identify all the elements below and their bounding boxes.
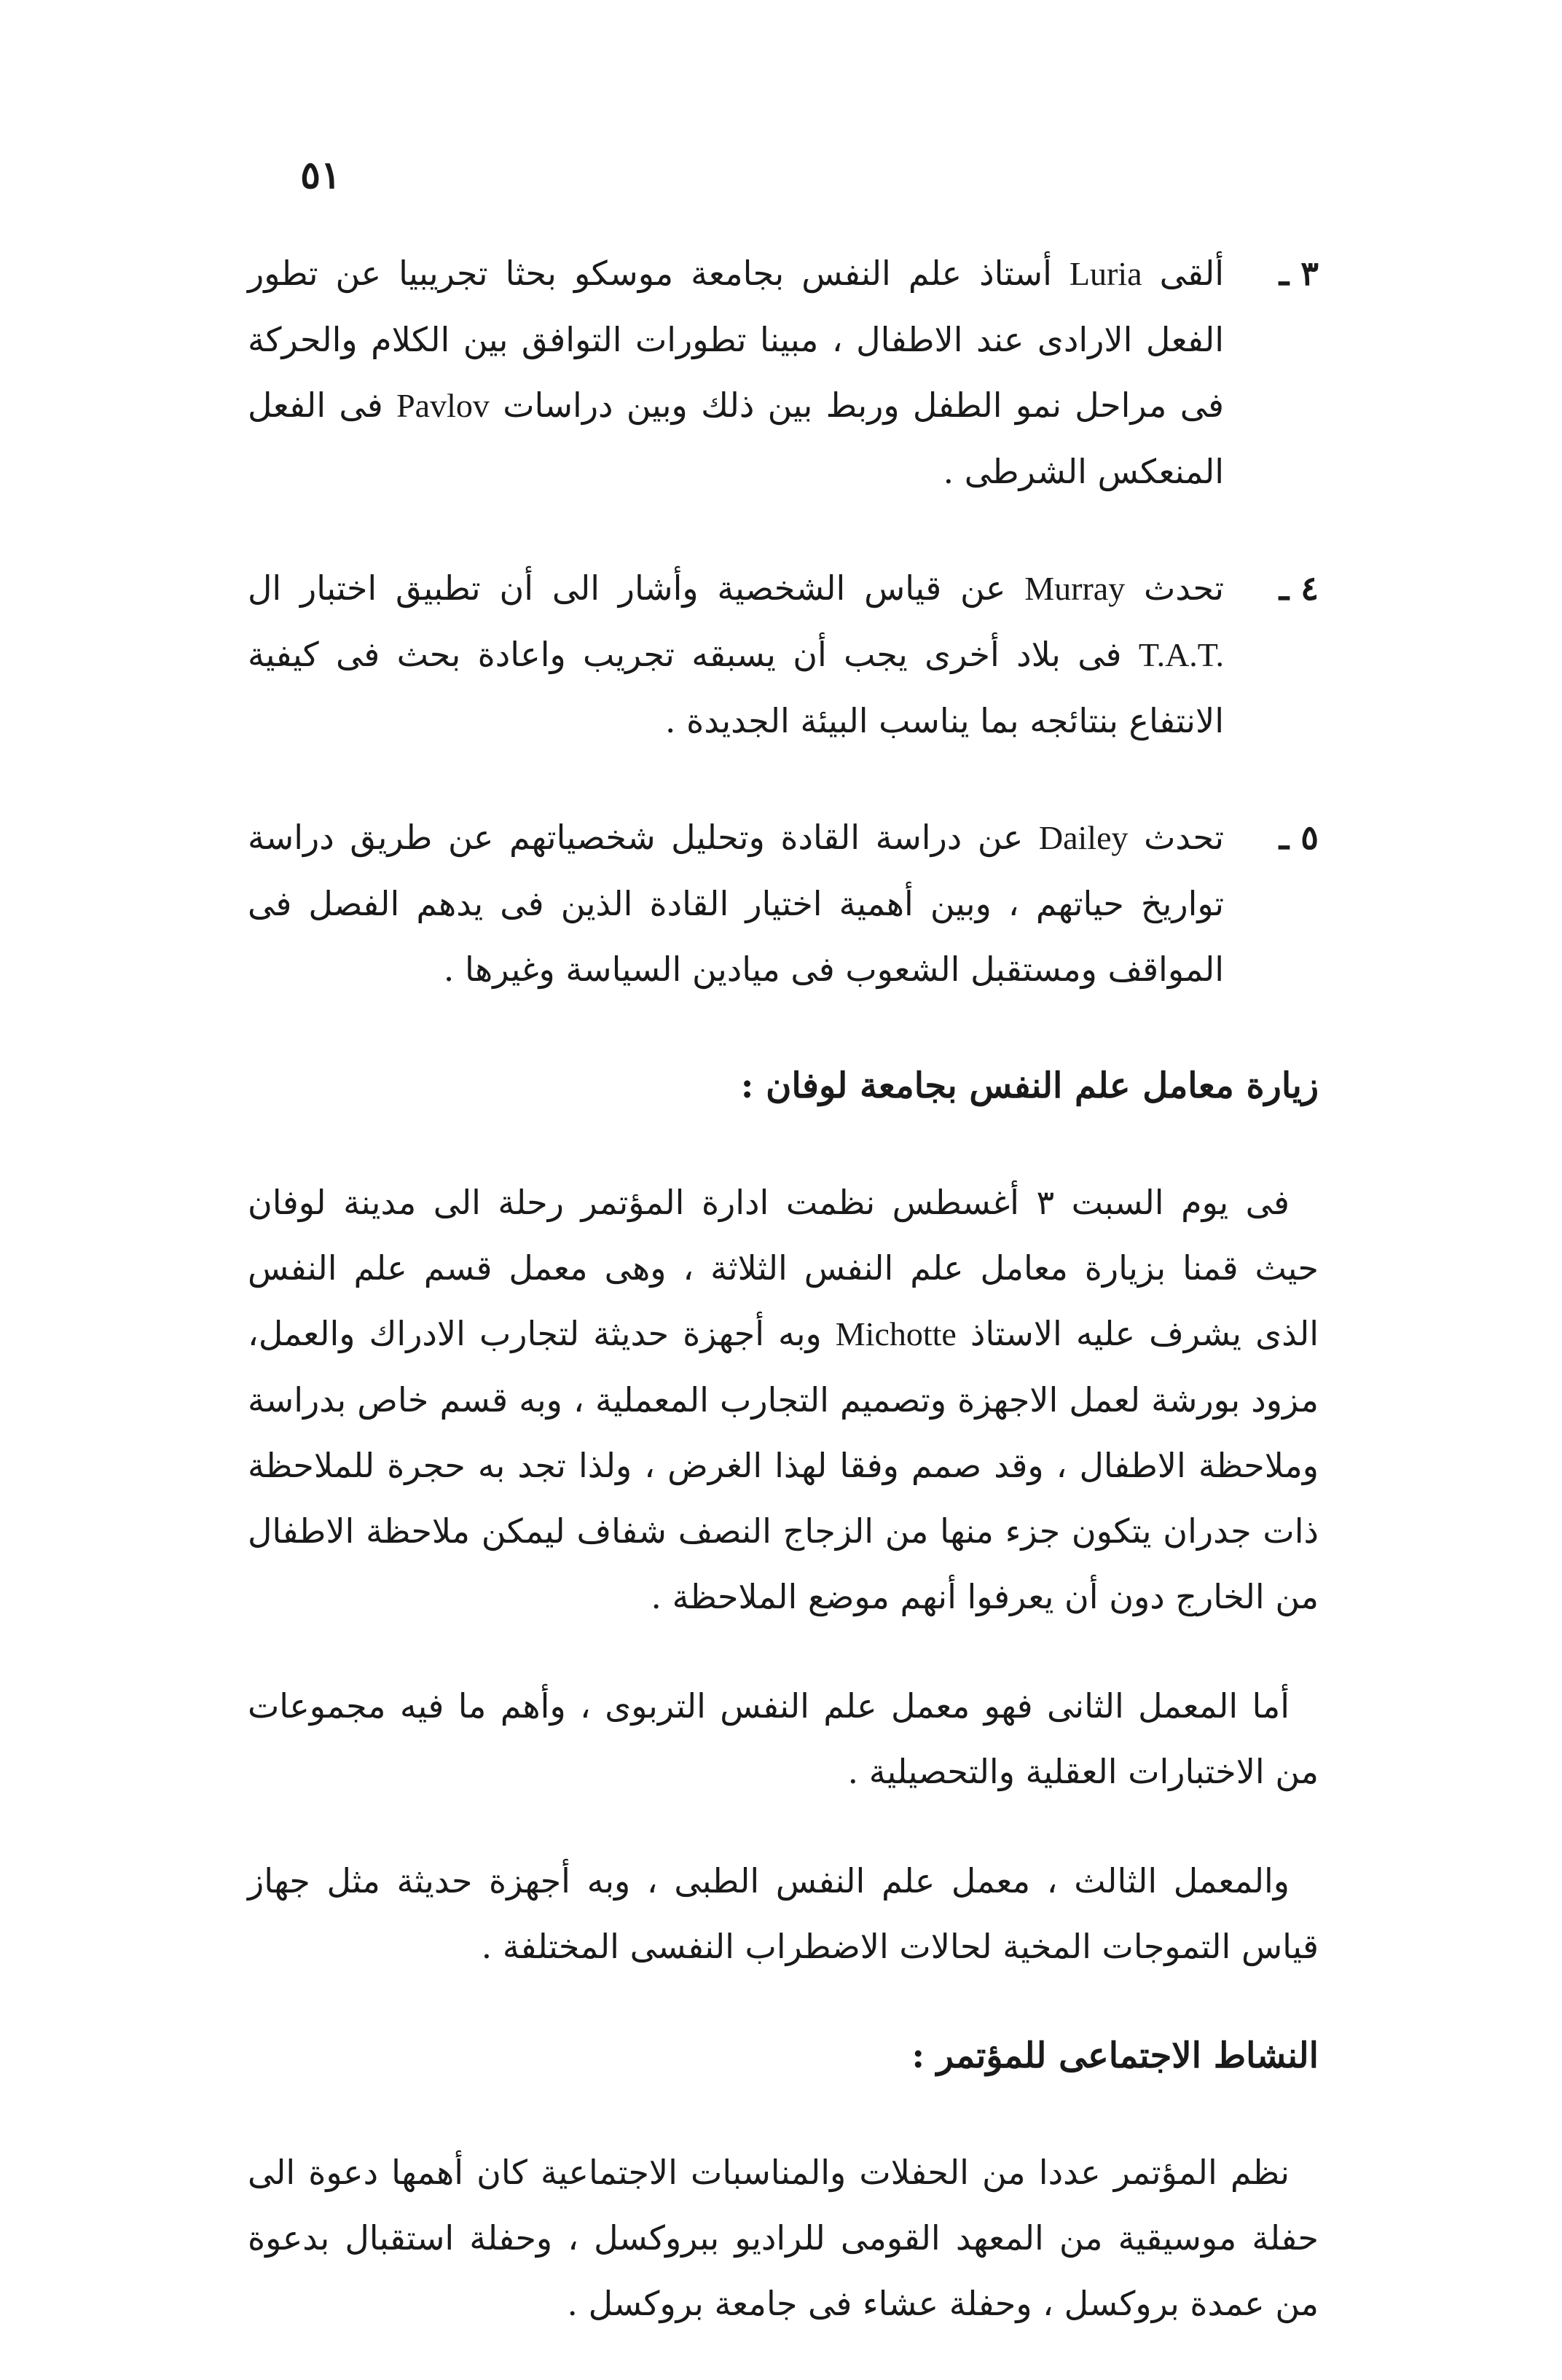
list-item-3	[248, 240, 1319, 504]
latin-name: Michotte	[835, 1315, 957, 1353]
list-marker: ٣ ـ	[1279, 254, 1319, 293]
list-marker: ٤ ـ	[1279, 568, 1319, 608]
latin-name: Murray	[1024, 570, 1126, 607]
text-run: أستاذ علم النفس بجامعة موسكو بحثا تجريبيا عن تطور الفعل الارادى عند الاطفال ، مبينا تطورات التوافق بين الكلام والحركة فى مراحل نمو الطفل وربط بين ذلك وبين دراسات	[248, 254, 1225, 425]
page-content	[248, 240, 1319, 2380]
section-heading-social-activity: النشاط الاجتماعى للمؤتمر :	[911, 2035, 1319, 2076]
paragraph-second-lab: أما المعمل الثانى فهو معمل علم النفس التربوى ، وأهم ما فيه مجموعات من الاختبارات العقلية والتحصيلية .	[248, 1686, 1319, 1791]
text-run: فى الفعل المنعكس الشرطى .	[248, 385, 1224, 491]
list-item-4	[248, 555, 1319, 753]
paragraph-louvain-visit	[248, 1170, 1319, 1629]
paragraph-third-lab: والمعمل الثالث ، معمل علم النفس الطبى ، وبه أجهزة حديثة مثل جهاز قياس التموجات المخية لحالات الاضطراب النفسى المختلفة .	[248, 1861, 1319, 1966]
text-run: عن دراسة القادة وتحليل شخصياتهم عن طريق دراسة تواريخ حياتهم ، وبين أهمية اختيار القادة الذين فى يدهم الفصل فى المواقف ومستقبل الشعوب فى ميادين السياسة وغيرها .	[248, 818, 1224, 989]
list-marker: ٥ ـ	[1279, 818, 1319, 857]
list-item-5	[248, 805, 1319, 1002]
list-item-text	[248, 805, 1224, 1002]
text-run: تحدث	[1144, 568, 1224, 608]
text-run: فى يوم السبت ٣ أغسطس نظمت ادارة المؤتمر رحلة الى مدينة لوفان حيث قمنا بزيارة معامل علم النفس الثلاثة ، وهى معمل قسم علم النفس الذى يشرف عليه الاستاذ	[248, 1183, 1319, 1353]
text-run: فى بلاد أخرى يجب أن يسبقه تجريب واعادة بحث فى كيفية الانتفاع بنتائجه بما يناسب البيئة الجديدة .	[248, 635, 1224, 740]
latin-name: Pavlov	[396, 387, 490, 424]
text-run: تحدث	[1144, 818, 1225, 857]
latin-name: Dailey	[1038, 819, 1129, 856]
list-item-text	[248, 555, 1224, 753]
latin-name: Luria	[1069, 255, 1142, 292]
text-run: وبه أجهزة حديثة لتجارب الادراك والعمل، مزود بورشة لعمل الاجهزة وتصميم التجارب المعملية ، وبه قسم خاص بدراسة وملاحظة الاطفال ، وقد صمم وفقا لهذا الغرض ، ولذا تجد به حجرة للملاحظة ذات جدران يتكون جزء منها من الزجاج النصف شفاف ليمكن ملاحظة الاطفال من الخارج دون أن يعرفوا أنهم موضع الملاحظة .	[248, 1314, 1319, 1616]
page-number: ٥١	[300, 153, 341, 197]
list-item-text	[248, 240, 1224, 504]
paragraph-social-events: نظم المؤتمر عددا من الحفلات والمناسبات الاجتماعية كان أهمها دعوة الى حفلة موسيقية من المعهد القومى للراديو ببروكسل ، وحفلة استقبال بدعوة من عمدة بروكسل ، وحفلة عشاء فى جامعة بروكسل .	[248, 2153, 1319, 2323]
text-run: عن قياس الشخصية وأشار الى أن تطبيق اختبار ال	[248, 568, 1006, 608]
section-heading-louvain-labs: زيارة معامل علم النفس بجامعة لوفان :	[740, 1065, 1319, 1106]
latin-name: T.A.T.	[1138, 636, 1224, 673]
text-run: ألقى	[1159, 254, 1224, 293]
